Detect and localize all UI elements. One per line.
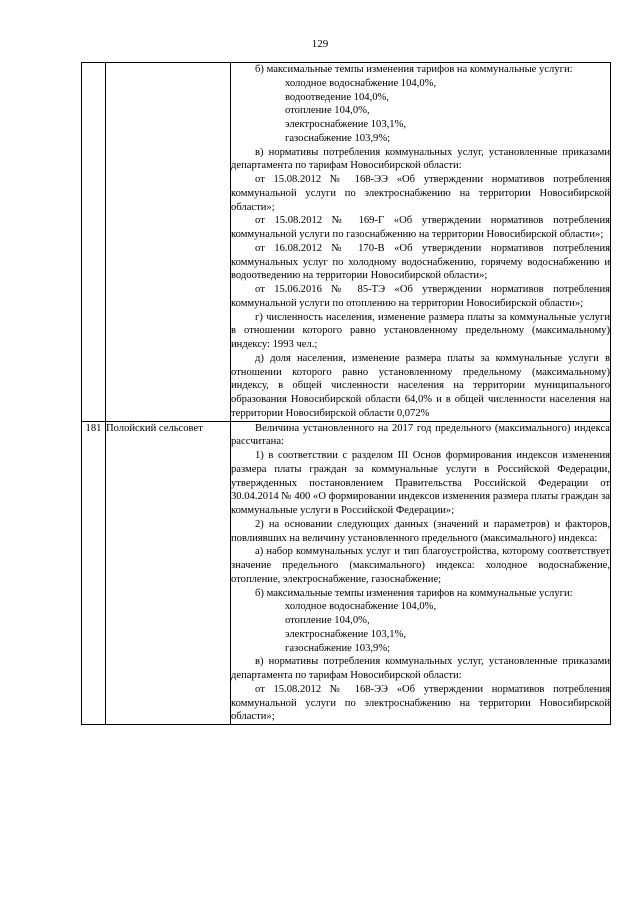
tariff-list-item: отопление 104,0%, bbox=[285, 105, 370, 117]
paragraph: в) нормативы потребления коммунальных услуг, установленные приказами департамента по тарифам Новосибирской области: bbox=[231, 146, 610, 172]
paragraph: б) максимальные темпы изменения тарифов на коммунальные услуги: bbox=[255, 587, 573, 599]
tariff-list-item: холодное водоснабжение 104,0%, bbox=[285, 77, 437, 89]
paragraph: от 15.08.2012 № 168-ЭЭ «Об утверждении нормативов потребления коммунальной услуги по электроснабжению на территории Новосибирской области»; bbox=[231, 174, 610, 213]
paragraph: 1) в соответствии с разделом III Основ формирования индексов изменения размера платы граждан за коммунальные услуги в Российской Федерации, утвержденных постановлением Правительства Российской Федерации от 30.04.2014 № 400 «О формировании индексов изменения размера платы граждан за коммунальные услуги в Российской Федерации»; bbox=[231, 450, 610, 516]
paragraph: в) нормативы потребления коммунальных услуг, установленные приказами департамента по тарифам Новосибирской области: bbox=[231, 656, 610, 681]
tariff-list-item: газоснабжение 103,9%; bbox=[285, 132, 391, 144]
paragraph: от 16.08.2012 № 170-В «Об утверждении нормативов потребления коммунальных услуг по холодному водоснабжению, горячему водоснабжению и водоотведению на территории Новосибирской области»; bbox=[231, 242, 610, 282]
paragraph: г) численность населения, изменение размера платы за коммунальные услуги в отношении которого равно установленному предельному (максимальному) индексу: 1993 чел.; bbox=[231, 311, 610, 350]
row-number-cell: 181 bbox=[82, 421, 106, 725]
row-number-cell bbox=[82, 63, 106, 422]
tariff-list-item: холодное водоснабжение 104,0%, bbox=[285, 601, 437, 613]
paragraph: б) максимальные темпы изменения тарифов на коммунальные услуги: bbox=[255, 64, 573, 75]
tariff-list-item: водоотведение 104,0%, bbox=[285, 91, 389, 103]
tariff-list-item: электроснабжение 103,1%, bbox=[285, 628, 407, 640]
municipality-name-cell: Полойский сельсовет bbox=[106, 421, 231, 725]
paragraph: от 15.08.2012 № 168-ЭЭ «Об утверждении нормативов потребления коммунальной услуги по электроснабжению на территории Новосибирской области»; bbox=[231, 683, 610, 723]
paragraph: от 15.06.2016 № 85-ТЭ «Об утверждении нормативов потребления коммунальной услуги по отоплению на территории Новосибирской области»; bbox=[231, 284, 610, 309]
table-row bbox=[82, 421, 611, 725]
paragraph: а) набор коммунальных услуг и тип благоустройства, которому соответствует значение предельного (максимального) индекса: холодное водоснабжение, отопление, электроснабжение, газоснабжение; bbox=[231, 546, 610, 585]
page-number: 129 bbox=[311, 38, 329, 50]
tariff-list-item: электроснабжение 103,1%, bbox=[285, 119, 407, 130]
description-cell bbox=[231, 421, 611, 725]
paragraph: д) доля населения, изменение размера платы за коммунальные услуги в отношении которого равно установленному предельному (максимальному) индексу, в общей численности населения на территории муниципального образования Новосибирской области 64,0% и в общей численности населения на территории Новосибирской области 0,072% bbox=[231, 352, 610, 419]
tariff-list-item: газоснабжение 103,9%; bbox=[285, 642, 391, 654]
tariff-table bbox=[81, 62, 611, 725]
tariff-list-item: отопление 104,0%, bbox=[285, 615, 370, 626]
table-row bbox=[82, 63, 611, 422]
description-cell bbox=[231, 63, 611, 422]
paragraph: Величина установленного на 2017 год предельного (максимального) индекса рассчитана: bbox=[231, 422, 610, 448]
paragraph: 2) на основании следующих данных (значений и параметров) и факторов, повлиявших на величину установленного предельного (максимального) индекса: bbox=[231, 518, 610, 544]
paragraph: от 15.08.2012 № 169-Г «Об утверждении нормативов потребления коммунальной услуги по газоснабжению на территории Новосибирской области»; bbox=[231, 215, 610, 240]
municipality-name-cell bbox=[106, 63, 231, 422]
